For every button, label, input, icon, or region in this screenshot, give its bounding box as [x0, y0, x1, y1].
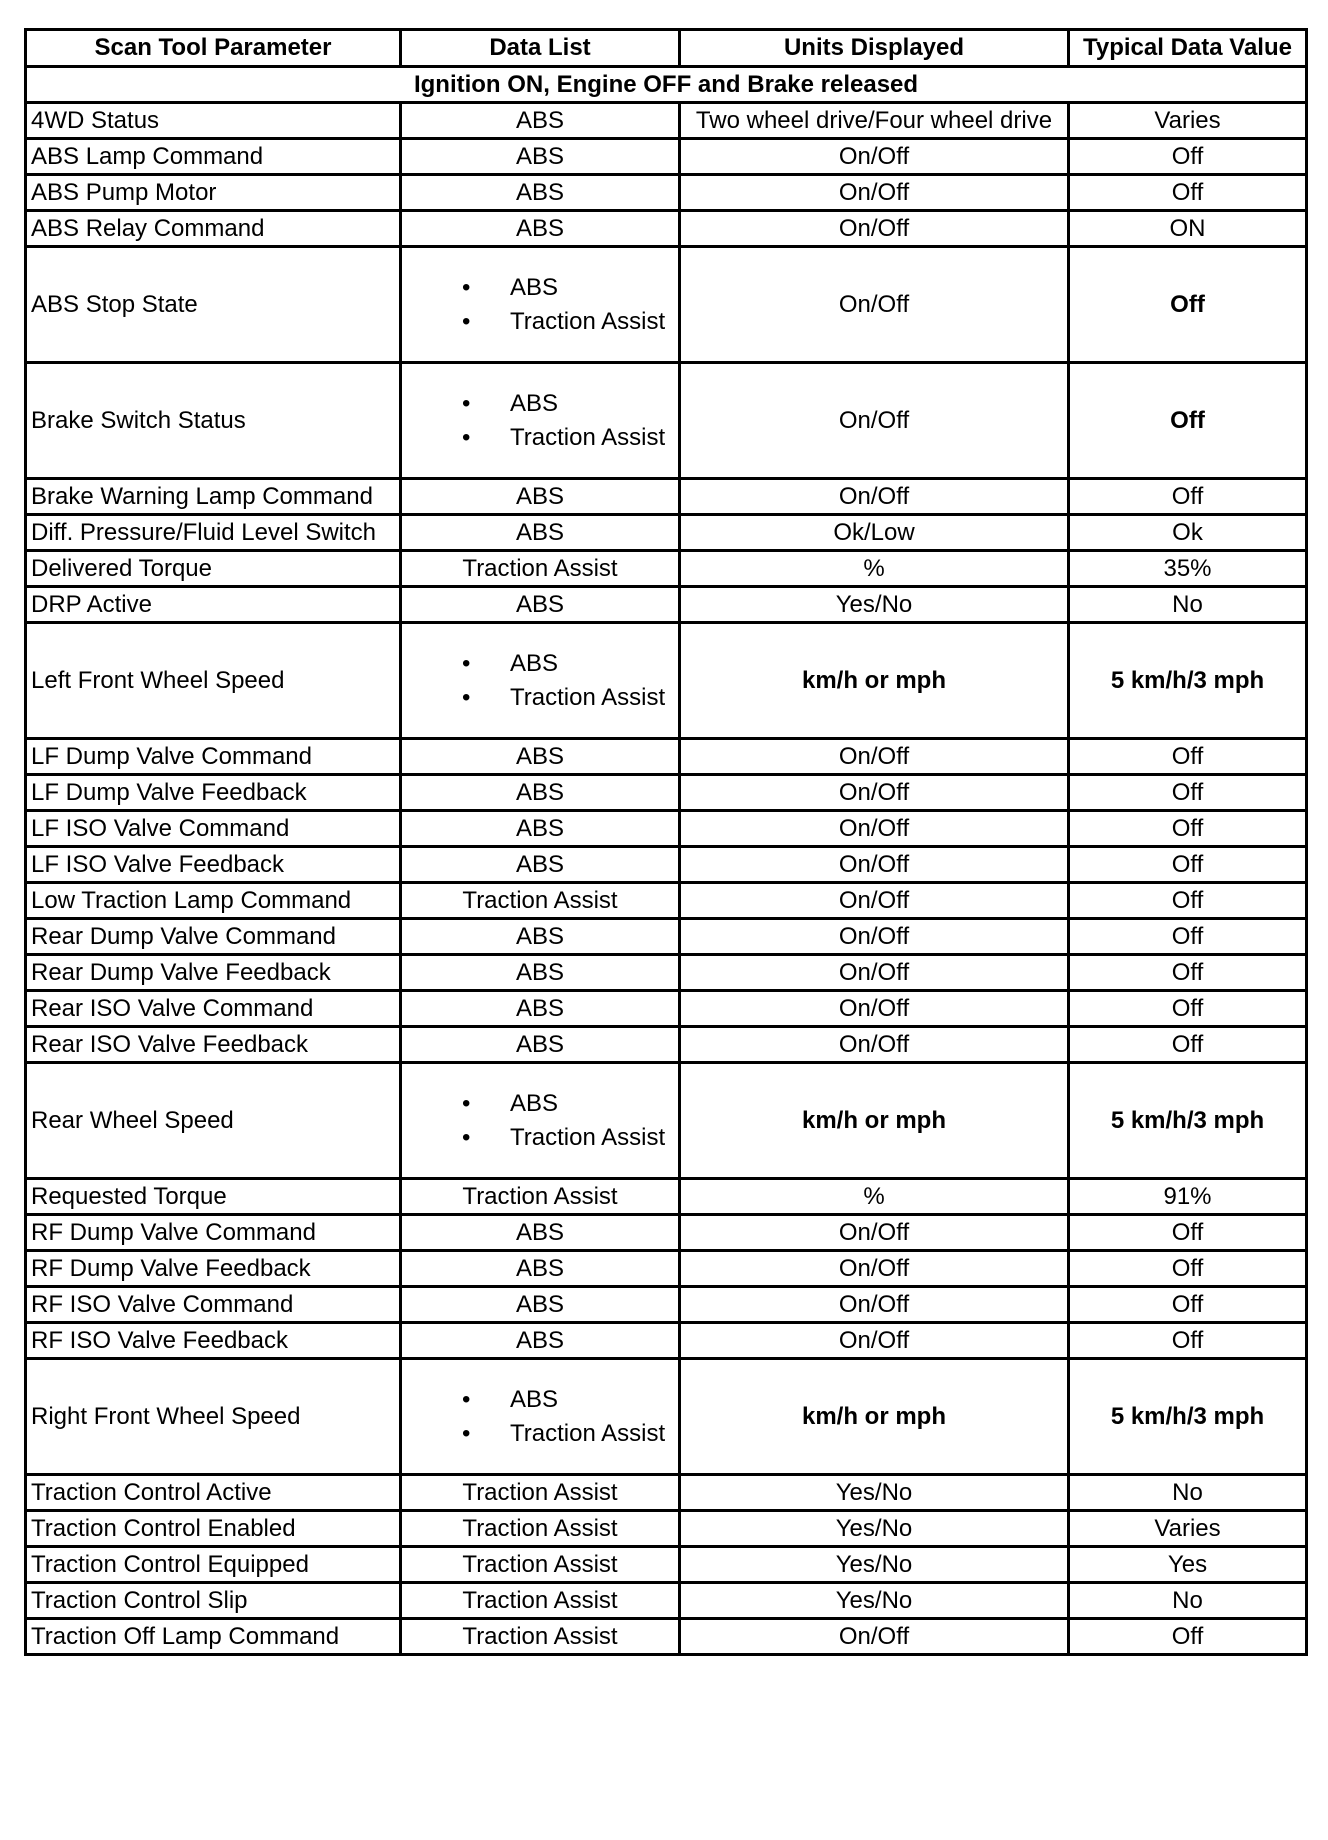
cell-data-list: ABS: [401, 955, 680, 991]
header-scan-tool-parameter: Scan Tool Parameter: [26, 30, 401, 67]
cell-data-list: [401, 623, 680, 739]
table-row: [26, 1323, 1307, 1359]
header-data-list: Data List: [401, 30, 680, 67]
scan-tool-data-table: [24, 28, 1308, 1656]
cell-typical-value: Off: [1069, 363, 1307, 479]
cell-data-list: ABS: [401, 919, 680, 955]
header-units-displayed: Units Displayed: [680, 30, 1069, 67]
cell-typical-value: Off: [1069, 955, 1307, 991]
cell-data-list: ABS: [401, 811, 680, 847]
table-row: [26, 811, 1307, 847]
data-list-bullets: [406, 1087, 674, 1155]
cell-units: km/h or mph: [680, 623, 1069, 739]
cell-parameter: Traction Off Lamp Command: [26, 1619, 401, 1655]
cell-parameter: Brake Switch Status: [26, 363, 401, 479]
table-row: [26, 175, 1307, 211]
cell-units: On/Off: [680, 247, 1069, 363]
cell-typical-value: Varies: [1069, 103, 1307, 139]
cell-parameter: Traction Control Enabled: [26, 1511, 401, 1547]
cell-parameter: Left Front Wheel Speed: [26, 623, 401, 739]
data-list-item-label: Traction Assist: [510, 1123, 666, 1151]
cell-data-list: ABS: [401, 103, 680, 139]
data-list-item-label: Traction Assist: [510, 1419, 666, 1447]
cell-units: Yes/No: [680, 587, 1069, 623]
table-row: [26, 551, 1307, 587]
cell-typical-value: Off: [1069, 847, 1307, 883]
data-list-item-label: Traction Assist: [510, 307, 666, 335]
cell-units: km/h or mph: [680, 1359, 1069, 1475]
table-row: [26, 1287, 1307, 1323]
table-row: [26, 247, 1307, 363]
cell-units: On/Off: [680, 1251, 1069, 1287]
cell-parameter: ABS Lamp Command: [26, 139, 401, 175]
cell-parameter: Rear Dump Valve Feedback: [26, 955, 401, 991]
cell-parameter: Rear ISO Valve Command: [26, 991, 401, 1027]
cell-units: On/Off: [680, 739, 1069, 775]
table-row: [26, 1359, 1307, 1475]
table-row: [26, 955, 1307, 991]
cell-units: On/Off: [680, 883, 1069, 919]
cell-parameter: RF ISO Valve Command: [26, 1287, 401, 1323]
cell-typical-value: 5 km/h/3 mph: [1069, 1063, 1307, 1179]
cell-parameter: 4WD Status: [26, 103, 401, 139]
bullet-icon: •: [462, 1385, 471, 1413]
cell-units: On/Off: [680, 1215, 1069, 1251]
cell-data-list: Traction Assist: [401, 883, 680, 919]
cell-units: On/Off: [680, 1287, 1069, 1323]
cell-units: %: [680, 1179, 1069, 1215]
cell-typical-value: Off: [1069, 1323, 1307, 1359]
cell-units: On/Off: [680, 919, 1069, 955]
table-row: [26, 1547, 1307, 1583]
header-typical-data-value: Typical Data Value: [1069, 30, 1307, 67]
cell-units: On/Off: [680, 363, 1069, 479]
cell-typical-value: Off: [1069, 247, 1307, 363]
cell-typical-value: Off: [1069, 991, 1307, 1027]
cell-units: Two wheel drive/Four wheel drive: [680, 103, 1069, 139]
cell-units: On/Off: [680, 1323, 1069, 1359]
section-row: [26, 67, 1307, 103]
cell-data-list: ABS: [401, 515, 680, 551]
cell-typical-value: Off: [1069, 775, 1307, 811]
cell-typical-value: Off: [1069, 919, 1307, 955]
data-list-item: [406, 387, 674, 421]
cell-parameter: Low Traction Lamp Command: [26, 883, 401, 919]
cell-typical-value: Off: [1069, 739, 1307, 775]
data-list-item: [406, 421, 674, 455]
cell-typical-value: 5 km/h/3 mph: [1069, 1359, 1307, 1475]
cell-typical-value: No: [1069, 1583, 1307, 1619]
table-row: [26, 1619, 1307, 1655]
data-list-item-label: ABS: [510, 1385, 559, 1413]
data-list-bullets: [406, 387, 674, 455]
data-list-bullets: [406, 271, 674, 339]
cell-typical-value: Off: [1069, 1619, 1307, 1655]
cell-data-list: Traction Assist: [401, 1511, 680, 1547]
cell-typical-value: Off: [1069, 883, 1307, 919]
cell-typical-value: Off: [1069, 1251, 1307, 1287]
cell-parameter: ABS Pump Motor: [26, 175, 401, 211]
bullet-icon: •: [462, 1123, 471, 1151]
cell-typical-value: Ok: [1069, 515, 1307, 551]
cell-units: %: [680, 551, 1069, 587]
cell-data-list: Traction Assist: [401, 1619, 680, 1655]
cell-typical-value: Off: [1069, 479, 1307, 515]
scan-tool-data-document: [24, 28, 1305, 1656]
cell-typical-value: 91%: [1069, 1179, 1307, 1215]
table-body: [26, 67, 1307, 1655]
data-list-item: [406, 271, 674, 305]
cell-units: km/h or mph: [680, 1063, 1069, 1179]
cell-parameter: LF Dump Valve Command: [26, 739, 401, 775]
cell-parameter: LF Dump Valve Feedback: [26, 775, 401, 811]
cell-units: On/Off: [680, 1619, 1069, 1655]
data-list-item-label: Traction Assist: [510, 423, 666, 451]
bullet-icon: •: [462, 649, 471, 677]
cell-parameter: Traction Control Slip: [26, 1583, 401, 1619]
cell-data-list: ABS: [401, 479, 680, 515]
table-row: [26, 1027, 1307, 1063]
table-row: [26, 139, 1307, 175]
table-row: [26, 1215, 1307, 1251]
cell-typical-value: No: [1069, 1475, 1307, 1511]
data-list-item: [406, 1087, 674, 1121]
table-row: [26, 1063, 1307, 1179]
cell-parameter: Traction Control Active: [26, 1475, 401, 1511]
data-list-item: [406, 1383, 674, 1417]
table-row: [26, 1583, 1307, 1619]
cell-data-list: ABS: [401, 211, 680, 247]
table-row: [26, 479, 1307, 515]
cell-typical-value: Varies: [1069, 1511, 1307, 1547]
data-list-item-label: ABS: [510, 1089, 559, 1117]
data-list-item: [406, 1417, 674, 1451]
bullet-icon: •: [462, 1419, 471, 1447]
cell-units: On/Off: [680, 847, 1069, 883]
cell-data-list: ABS: [401, 991, 680, 1027]
cell-parameter: LF ISO Valve Command: [26, 811, 401, 847]
data-list-item: [406, 681, 674, 715]
cell-units: On/Off: [680, 139, 1069, 175]
data-list-item-label: ABS: [510, 389, 559, 417]
cell-data-list: ABS: [401, 1323, 680, 1359]
cell-units: On/Off: [680, 211, 1069, 247]
cell-data-list: ABS: [401, 1287, 680, 1323]
table-row: [26, 883, 1307, 919]
table-row: [26, 587, 1307, 623]
cell-data-list: ABS: [401, 847, 680, 883]
table-row: [26, 1251, 1307, 1287]
cell-data-list: Traction Assist: [401, 1547, 680, 1583]
data-list-bullets: [406, 1383, 674, 1451]
cell-parameter: Rear Wheel Speed: [26, 1063, 401, 1179]
cell-data-list: ABS: [401, 775, 680, 811]
bullet-icon: •: [462, 389, 471, 417]
data-list-item: [406, 305, 674, 339]
cell-parameter: Traction Control Equipped: [26, 1547, 401, 1583]
cell-parameter: RF ISO Valve Feedback: [26, 1323, 401, 1359]
cell-data-list: Traction Assist: [401, 1475, 680, 1511]
table-row: [26, 211, 1307, 247]
cell-typical-value: 5 km/h/3 mph: [1069, 623, 1307, 739]
table-row: [26, 739, 1307, 775]
cell-parameter: RF Dump Valve Command: [26, 1215, 401, 1251]
cell-units: Ok/Low: [680, 515, 1069, 551]
data-list-item-label: ABS: [510, 273, 559, 301]
data-list-item: [406, 647, 674, 681]
cell-parameter: Right Front Wheel Speed: [26, 1359, 401, 1475]
data-list-item: [406, 1121, 674, 1155]
table-row: [26, 363, 1307, 479]
cell-units: On/Off: [680, 479, 1069, 515]
data-list-item-label: ABS: [510, 649, 559, 677]
cell-units: On/Off: [680, 175, 1069, 211]
cell-data-list: [401, 363, 680, 479]
section-title: Ignition ON, Engine OFF and Brake released: [26, 67, 1307, 103]
table-row: [26, 1511, 1307, 1547]
table-row: [26, 1179, 1307, 1215]
table-row: [26, 991, 1307, 1027]
bullet-icon: •: [462, 273, 471, 301]
cell-parameter: ABS Relay Command: [26, 211, 401, 247]
cell-units: On/Off: [680, 955, 1069, 991]
cell-typical-value: Off: [1069, 811, 1307, 847]
data-list-item-label: Traction Assist: [510, 683, 666, 711]
cell-units: Yes/No: [680, 1547, 1069, 1583]
cell-parameter: Requested Torque: [26, 1179, 401, 1215]
table-row: [26, 919, 1307, 955]
cell-units: Yes/No: [680, 1583, 1069, 1619]
cell-units: Yes/No: [680, 1475, 1069, 1511]
data-list-bullets: [406, 647, 674, 715]
table-row: [26, 623, 1307, 739]
cell-data-list: ABS: [401, 175, 680, 211]
cell-typical-value: Off: [1069, 1287, 1307, 1323]
cell-data-list: Traction Assist: [401, 551, 680, 587]
bullet-icon: •: [462, 423, 471, 451]
cell-typical-value: ON: [1069, 211, 1307, 247]
bullet-icon: •: [462, 1089, 471, 1117]
cell-units: On/Off: [680, 991, 1069, 1027]
cell-data-list: ABS: [401, 139, 680, 175]
cell-parameter: LF ISO Valve Feedback: [26, 847, 401, 883]
cell-typical-value: Yes: [1069, 1547, 1307, 1583]
cell-parameter: Diff. Pressure/Fluid Level Switch: [26, 515, 401, 551]
cell-data-list: [401, 1359, 680, 1475]
cell-typical-value: No: [1069, 587, 1307, 623]
cell-parameter: DRP Active: [26, 587, 401, 623]
bullet-icon: •: [462, 307, 471, 335]
cell-typical-value: Off: [1069, 139, 1307, 175]
cell-units: On/Off: [680, 811, 1069, 847]
cell-data-list: ABS: [401, 587, 680, 623]
cell-parameter: RF Dump Valve Feedback: [26, 1251, 401, 1287]
cell-units: On/Off: [680, 1027, 1069, 1063]
cell-units: On/Off: [680, 775, 1069, 811]
cell-data-list: [401, 1063, 680, 1179]
cell-data-list: ABS: [401, 1215, 680, 1251]
cell-parameter: Rear ISO Valve Feedback: [26, 1027, 401, 1063]
bullet-icon: •: [462, 683, 471, 711]
table-row: [26, 775, 1307, 811]
table-row: [26, 515, 1307, 551]
cell-typical-value: Off: [1069, 1027, 1307, 1063]
cell-units: Yes/No: [680, 1511, 1069, 1547]
cell-typical-value: Off: [1069, 175, 1307, 211]
header-row: [26, 30, 1307, 67]
cell-parameter: Brake Warning Lamp Command: [26, 479, 401, 515]
cell-typical-value: Off: [1069, 1215, 1307, 1251]
cell-parameter: Rear Dump Valve Command: [26, 919, 401, 955]
table-row: [26, 847, 1307, 883]
cell-parameter: ABS Stop State: [26, 247, 401, 363]
cell-data-list: [401, 247, 680, 363]
table-row: [26, 1475, 1307, 1511]
table-row: [26, 103, 1307, 139]
cell-data-list: Traction Assist: [401, 1179, 680, 1215]
cell-data-list: ABS: [401, 739, 680, 775]
cell-parameter: Delivered Torque: [26, 551, 401, 587]
cell-typical-value: 35%: [1069, 551, 1307, 587]
cell-data-list: ABS: [401, 1251, 680, 1287]
cell-data-list: ABS: [401, 1027, 680, 1063]
cell-data-list: Traction Assist: [401, 1583, 680, 1619]
